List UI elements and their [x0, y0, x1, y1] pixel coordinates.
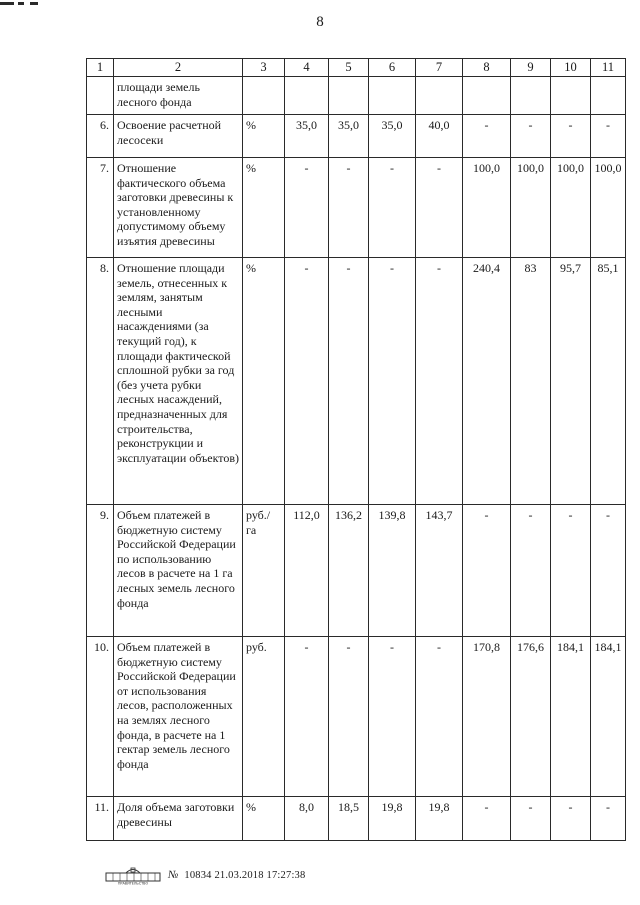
row-number: 11. — [87, 797, 114, 841]
value-cell: 184,1 — [591, 637, 626, 797]
value-cell: - — [369, 258, 416, 505]
value-cell: - — [285, 637, 329, 797]
column-header: 5 — [329, 59, 369, 77]
value-cell: - — [329, 158, 369, 258]
value-cell: - — [463, 115, 511, 158]
value-cell: - — [285, 158, 329, 258]
value-cell: 184,1 — [551, 637, 591, 797]
value-cell: 19,8 — [369, 797, 416, 841]
value-cell: - — [285, 258, 329, 505]
value-cell: - — [591, 505, 626, 637]
value-cell: 95,7 — [551, 258, 591, 505]
value-cell: - — [329, 258, 369, 505]
value-cell: 18,5 — [329, 797, 369, 841]
column-header: 3 — [243, 59, 285, 77]
seal-text: ПРАВИТЕЛЬСТВО — [117, 881, 149, 885]
value-cell: 170,8 — [463, 637, 511, 797]
table-row — [87, 115, 626, 158]
value-cell: 40,0 — [416, 115, 463, 158]
value-cell: 83 — [511, 258, 551, 505]
unit-cell: % — [243, 258, 285, 505]
value-cell: 112,0 — [285, 505, 329, 637]
government-seal-icon — [104, 865, 162, 885]
value-cell: 35,0 — [329, 115, 369, 158]
row-number: 7. — [87, 158, 114, 258]
table-row — [87, 258, 626, 505]
value-cell: 100,0 — [463, 158, 511, 258]
value-cell: - — [369, 637, 416, 797]
row-number: 6. — [87, 115, 114, 158]
value-cell — [551, 77, 591, 115]
indicator-name: Доля объема заготовки древесины — [114, 797, 243, 841]
indicator-name: Объем платежей в бюджетную систему Российской Федерации по использованию лесов в расчете на 1 га лесных земель лесного фонда — [114, 505, 243, 637]
unit-cell: руб./ га — [243, 505, 285, 637]
number-sign: № — [168, 869, 179, 881]
value-cell: - — [463, 797, 511, 841]
value-cell: - — [511, 797, 551, 841]
table-row — [87, 637, 626, 797]
value-cell — [285, 77, 329, 115]
column-header: 7 — [416, 59, 463, 77]
value-cell — [511, 77, 551, 115]
value-cell: 19,8 — [416, 797, 463, 841]
page-number: 8 — [316, 14, 324, 30]
indicator-name: Объем платежей в бюджетную систему Российской Федерации от использования лесов, расположенных на землях лесного фонда, в расчете на 1 гектар земель лесного фонда — [114, 637, 243, 797]
scan-corner-mark — [0, 0, 48, 10]
value-cell: - — [369, 158, 416, 258]
table-header-row — [87, 59, 626, 77]
column-header: 6 — [369, 59, 416, 77]
unit-cell: % — [243, 158, 285, 258]
value-cell: 35,0 — [369, 115, 416, 158]
value-cell — [416, 77, 463, 115]
value-cell: 176,6 — [511, 637, 551, 797]
unit-cell: % — [243, 797, 285, 841]
value-cell — [591, 77, 626, 115]
value-cell: 240,4 — [463, 258, 511, 505]
table-row — [87, 505, 626, 637]
row-number: 9. — [87, 505, 114, 637]
row-number — [87, 77, 114, 115]
value-cell — [329, 77, 369, 115]
indicators-table — [86, 58, 626, 841]
column-header: 11 — [591, 59, 626, 77]
value-cell: - — [329, 637, 369, 797]
value-cell: - — [416, 258, 463, 505]
value-cell: - — [463, 505, 511, 637]
value-cell: 100,0 — [591, 158, 626, 258]
value-cell: 35,0 — [285, 115, 329, 158]
indicator-name: Освоение расчетной лесосеки — [114, 115, 243, 158]
value-cell: 100,0 — [551, 158, 591, 258]
column-header: 10 — [551, 59, 591, 77]
indicator-name: площади земель лесного фонда — [114, 77, 243, 115]
value-cell: - — [551, 115, 591, 158]
value-cell: - — [591, 115, 626, 158]
value-cell: 139,8 — [369, 505, 416, 637]
row-number: 10. — [87, 637, 114, 797]
table-row — [87, 77, 626, 115]
value-cell — [463, 77, 511, 115]
value-cell: 8,0 — [285, 797, 329, 841]
value-cell: 85,1 — [591, 258, 626, 505]
value-cell: - — [551, 505, 591, 637]
unit-cell — [243, 77, 285, 115]
stamp-number-date: 10834 21.03.2018 17:27:38 — [184, 869, 306, 881]
value-cell: - — [416, 158, 463, 258]
unit-cell: руб. — [243, 637, 285, 797]
value-cell: - — [591, 797, 626, 841]
column-header: 2 — [114, 59, 243, 77]
value-cell: - — [511, 505, 551, 637]
value-cell: 136,2 — [329, 505, 369, 637]
table-row — [87, 158, 626, 258]
value-cell: - — [511, 115, 551, 158]
value-cell: - — [551, 797, 591, 841]
column-header: 4 — [285, 59, 329, 77]
value-cell — [369, 77, 416, 115]
column-header: 9 — [511, 59, 551, 77]
unit-cell: % — [243, 115, 285, 158]
column-header: 1 — [87, 59, 114, 77]
value-cell: 143,7 — [416, 505, 463, 637]
indicator-name: Отношение фактического объема заготовки древесины к установленному допустимому объему изъятия древесины — [114, 158, 243, 258]
registration-stamp — [104, 864, 305, 886]
indicator-name: Отношение площади земель, отнесенных к землям, занятым лесными насаждениями (за текущий год), к площади фактической сплошной рубки за год (без учета рубки лесных насаждений, предназначенных для строительства, реконструкции и эксплуатации объектов) — [114, 258, 243, 505]
table-row — [87, 797, 626, 841]
value-cell: - — [416, 637, 463, 797]
row-number: 8. — [87, 258, 114, 505]
value-cell: 100,0 — [511, 158, 551, 258]
column-header: 8 — [463, 59, 511, 77]
